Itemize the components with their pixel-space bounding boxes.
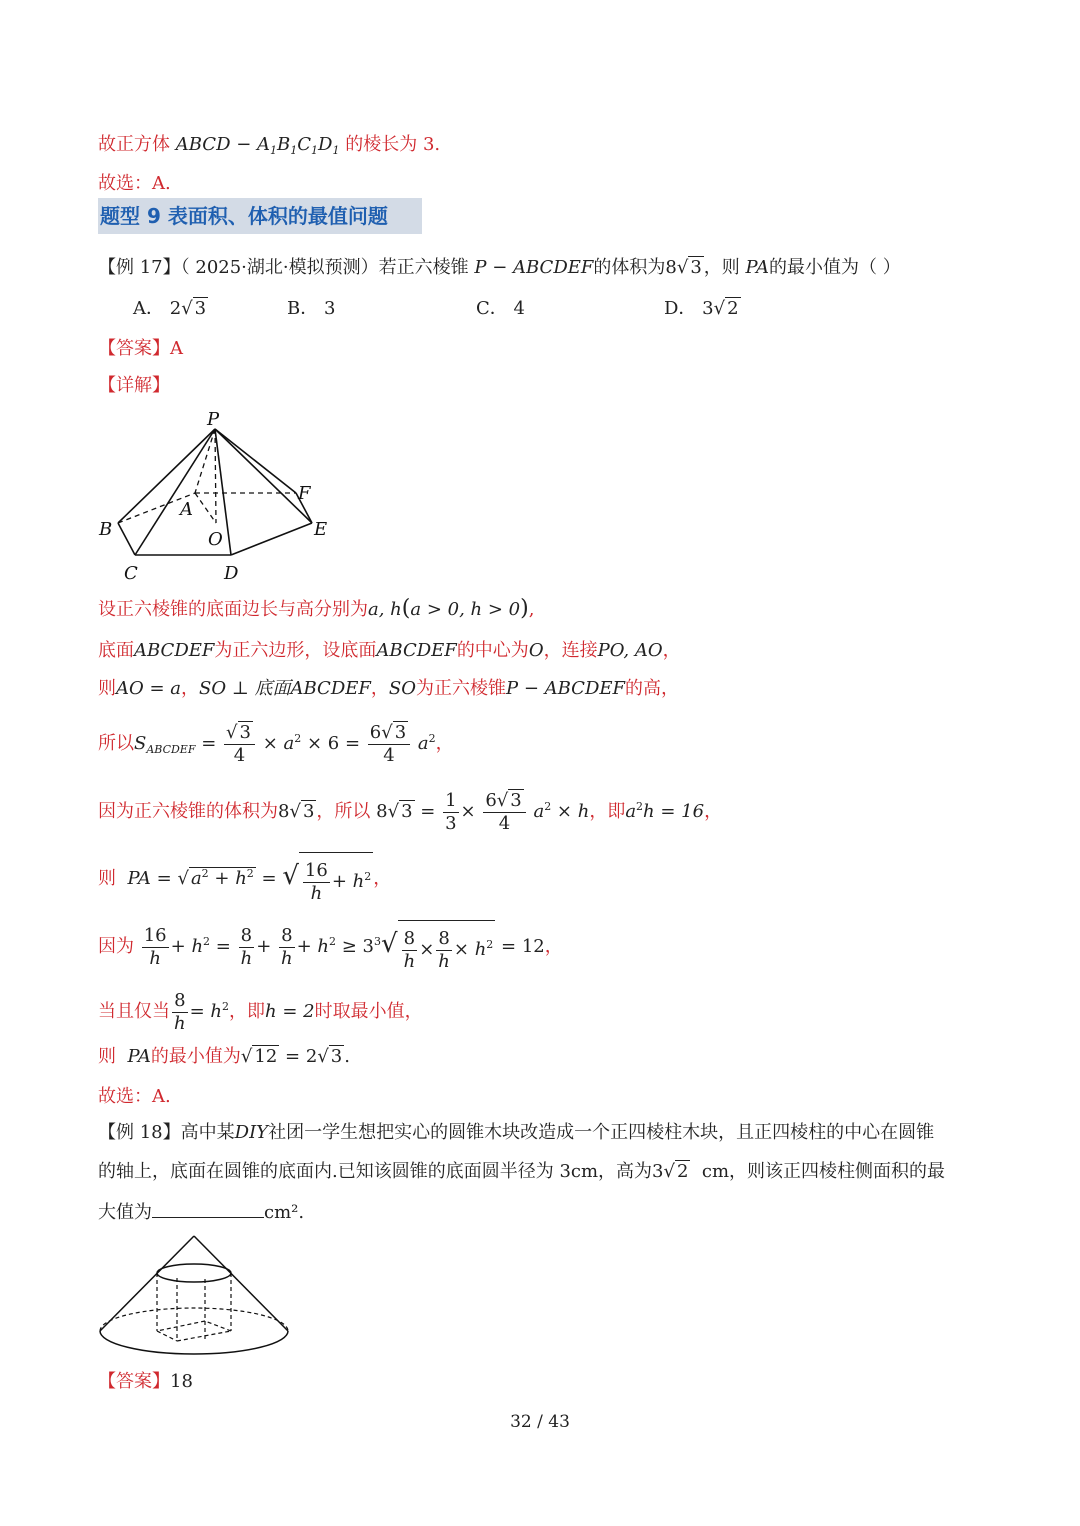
sol-line-6: 则 PA = √ $a^2 + h^2$ = √ $\frac{16}{h}$ + $h^2$ ， [98, 850, 391, 906]
label-o: O [208, 529, 223, 550]
ex17-answer: 【答案】A [98, 338, 183, 359]
ex18-line-3: 大值为 cm². [98, 1199, 304, 1225]
ex17-choice: 故选：A. [98, 1086, 171, 1107]
page-number: 32 / 43 [510, 1412, 570, 1432]
ex17-detail-tag: 【详解】 [98, 375, 170, 396]
ex18-line-1: 【例 18】高中某DIY社团一学生想把实心的圆锥木块改造成一个正四棱柱木块，且正四棱柱的中心在圆锥 [98, 1122, 935, 1143]
label-c: C [124, 563, 138, 584]
sol-line-2: 底面ABCDEF为正六边形，设底面ABCDEF的中心为O，连接PO, AO， [98, 640, 681, 661]
ex17-option-b[interactable]: B． 3 [287, 298, 336, 319]
sol-line-5: 因为正六棱锥的体积为8√ 3 ，所以 8√ 3 = $\frac{1}{3}$ × $\frac{6√ 3}{4}$ $a^2 \times h$，即$a^2h = 16$， [98, 789, 723, 834]
ex18-answer: 【答案】18 [98, 1371, 193, 1392]
sol-line-8: 当且仅当 $\frac{8}{h}$ = $h^2$，即h = 2时取最小值， [98, 989, 423, 1034]
hexagonal-pyramid-figure [90, 405, 350, 590]
sol-line-9: 则 PA的最小值为√ 12 = 2√ 3 . [98, 1046, 350, 1067]
ex17-question: 【例 17】（ 2025·湖北·模拟预测）若正六棱锥 P − ABCDEF的体积为8√ 3 ，则 PA的最小值为（ ） [98, 257, 901, 278]
sol-line-3: 则AO = a，SO ⊥ 底面ABCDEF，SO为正六棱锥P − ABCDEF的高， [98, 678, 680, 699]
answer-blank[interactable] [152, 1199, 264, 1218]
section-heading: 题型 9 表面积、体积的最值问题 [98, 198, 422, 234]
ex17-option-c[interactable]: C． 4 [476, 298, 525, 319]
label-b: B [99, 519, 113, 540]
label-e: E [314, 519, 328, 540]
label-d: D [224, 563, 239, 584]
cone-prism-figure [95, 1233, 305, 1358]
prev-choice: 故选：A. [98, 173, 171, 194]
sol-line-4: 所以$S_{ABCDEF}$ = $\frac{√ 3}{4}$ × $a^2 \times 6$ = $\frac{6√ 3}{4}$ $a^2$， [98, 721, 454, 766]
label-f: F [298, 483, 311, 504]
prev-conclusion: 故正方体 ABCD − $A_1B_1C_1D_1$ 的棱长为 3. [98, 134, 441, 157]
ex17-option-d[interactable]: D． 3√ 2 [664, 298, 739, 319]
sol-line-1: 设正六棱锥的底面边长与高分别为a, h(a > 0, h > 0), [98, 596, 535, 621]
label-a: A [180, 499, 193, 520]
ex18-line-2: 的轴上，底面在圆锥的底面内.已知该圆锥的底面圆半径为 3cm，高为3√ 2 cm，则该正四棱柱侧面积的最 [98, 1161, 946, 1182]
ex17-option-a[interactable]: A． 2√ 3 [133, 298, 207, 319]
label-p: P [207, 409, 220, 430]
sol-line-7: 因为 $\frac{16}{h}$ + $h^2$ = $\frac{8}{h}$ + $\frac{8}{h}$ + $h^2 \ge 3^3√$ $\frac{8}{h}$ × $\frac{8}{h}$ × $h^2 = 12$， [98, 918, 563, 974]
